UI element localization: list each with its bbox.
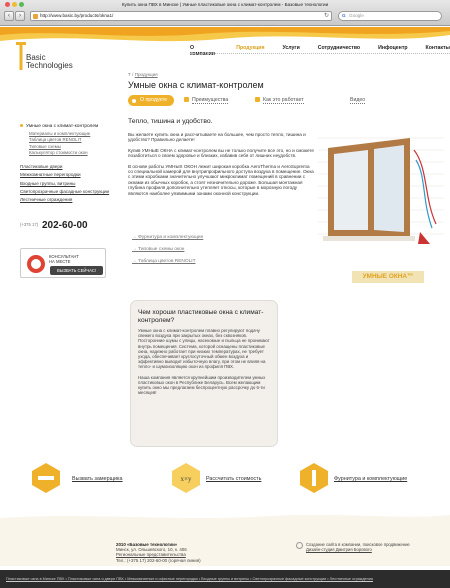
content-paragraph: Купив УМНЫЕ ОКНА с климат-контролем вы не только получите все это, но и сможете позаботиться о своем здоровье и близких, избавив себя от лишних неудобств.: [128, 147, 314, 159]
breadcrumb-home[interactable]: Т: [128, 72, 131, 77]
sidebar-subitem[interactable]: Калькулятор стоимости окон: [29, 149, 88, 155]
footer-developer: [306, 542, 410, 552]
logo-text: [26, 54, 73, 70]
footer-links-bar: [0, 570, 450, 588]
footer-developer-line1: Создание сайта в компании, поисковое продвижение: [306, 542, 410, 547]
nav-buttons: [4, 11, 25, 21]
tab-label: Как это работает: [263, 97, 304, 103]
content-tabs: [128, 95, 446, 107]
feature-label: Фурнитура и комплектующие: [334, 476, 408, 482]
sidebar-subitem[interactable]: Материалы и комплектующие: [29, 131, 91, 136]
reload-icon[interactable]: ↻: [323, 13, 329, 19]
link-schemes[interactable]: → Типовые схемы окон: [132, 247, 203, 252]
phone-number: 202-60-00: [42, 220, 88, 231]
product-badge: УМНЫЕ ОКНА™: [352, 271, 424, 283]
footer-address: Минск, ул. Ольшевского, 10, к. 406: [116, 547, 187, 553]
breadcrumb: Т / Продукция: [128, 72, 158, 77]
back-button[interactable]: ‹: [4, 11, 14, 21]
feature-label: Рассчитать стоимость: [206, 476, 262, 482]
feature-measure[interactable]: [30, 462, 140, 500]
search-field[interactable]: [338, 11, 442, 21]
feature-calc[interactable]: [170, 462, 290, 500]
search-engine-icon: G: [342, 13, 346, 18]
gear-icon: [255, 97, 260, 102]
consultant-banner[interactable]: [20, 248, 106, 278]
tab-about[interactable]: [128, 95, 174, 106]
info-box-paragraph: Умные окна с климат-контролем плавно регулируют подачу свежего воздуха при закрытых окнах, без сквозняков. Посторонние шумы с улицы, насекомые и пыльца не проникают внутрь помещения. Система, которой оснащены пластиковые окна, надежно работает при низких температурах, не требует ухода, обеспечивает круглосуточный обмен воздуха и эффективно выводит избыточную влагу, при этом не влияя на тепло- и шумоизоляцию окон из профиля ПВХ.: [138, 328, 270, 370]
feature-row: [20, 462, 446, 502]
studio-logo-icon: [296, 542, 303, 549]
svg-text:x×y: x×y: [180, 475, 192, 483]
star-icon: [184, 97, 189, 102]
sidebar-subitem[interactable]: Таблица цветов RENOLIT: [29, 137, 82, 143]
consultant-line1: КОНСУЛЬТАНТ: [49, 254, 79, 259]
sidebar-item[interactable]: Светопрозрачные фасадные конструкции: [20, 188, 110, 194]
sidebar-item[interactable]: Межкомнатные перегородки: [20, 172, 81, 178]
search-placeholder: Google: [349, 13, 364, 18]
consultant-text: [49, 254, 79, 264]
logo-line1: Basic: [26, 53, 46, 62]
page-title: Умные окна с климат-контролем: [128, 80, 264, 90]
info-box-title: Чем хороши пластиковые окна с климат-контролем?: [138, 309, 264, 324]
sidebar-item-active[interactable]: Умные окна с климат-контролем: [20, 124, 128, 129]
consultant-line2: НА МЕСТЕ: [49, 259, 71, 265]
sidebar-item[interactable]: Пластиковые двери: [20, 164, 63, 170]
feature-label: Вызвать замерщика: [72, 476, 123, 482]
content-heading: Тепло, тишина и удобство.: [128, 118, 213, 125]
related-links: [132, 235, 203, 271]
logo-mark-icon: [16, 42, 26, 70]
url-text: http://www.basic.by/products/okna1/: [40, 13, 114, 18]
sidebar: [20, 124, 128, 205]
sidebar-subitems: [20, 131, 128, 156]
tab-label: О продукте: [140, 97, 168, 103]
nav-item[interactable]: Продукция: [236, 45, 265, 51]
forward-button[interactable]: ›: [15, 11, 25, 21]
address-bar[interactable]: [30, 11, 332, 21]
content-paragraph: В основе работы УМНЫХ ОКОН лежит широкая коробка AeroTherma и AeroSuprema со специальной камерой для внутрипрофильного доступа воздуха в помещение. Окна с этими коробками значительно улучшают микроклимат помещений в сравнении с окнами из обычных коробок, а стоят незначительно дороже. Большая монтажная глубина профиля дополнительно утепляет откосы, которые в морозную погоду являются наиболее уязвимыми зонами оконной конструкции.: [128, 163, 314, 196]
tab-advantages[interactable]: [184, 95, 228, 106]
smart-window-illustration: [318, 128, 444, 268]
info-box: [130, 300, 278, 447]
nav-item[interactable]: Контакты: [425, 45, 450, 51]
feature-fittings[interactable]: [298, 462, 446, 500]
bullet-icon: [132, 99, 136, 103]
ruler-icon: [30, 462, 62, 494]
sidebar-item[interactable]: Лестничные ограждения: [20, 197, 73, 202]
nav-item[interactable]: Инфоцентр: [378, 45, 408, 51]
browser-chrome: [0, 0, 450, 26]
footer-regions-link[interactable]: Региональные представительства: [116, 552, 186, 558]
tab-label: Видео: [350, 97, 366, 103]
link-colors[interactable]: → Таблица цветов RENOLIT: [132, 259, 203, 264]
sidebar-item[interactable]: Входные группы, витрины: [20, 180, 76, 186]
favicon-icon: [33, 14, 38, 19]
phone-code: (+375 17): [20, 222, 39, 227]
footer-phone: Тел.: (+375 17) 202-60-00 (горячая линия): [116, 557, 201, 563]
logo-line2: Technologies: [26, 61, 73, 70]
main-nav: [190, 45, 450, 57]
footer-links[interactable]: Пластиковые окна в Минске ПВХ • Пластиковые окна и двери ПВХ • Межкомнатные и офисные перегородки • Входные группы и витрины • Светопрозрачные фасадные конструкции • Лестничные ограждения: [6, 577, 373, 581]
lifebuoy-icon: [27, 255, 45, 273]
window-title: Купить окна ПВХ в Минске | Умные пластиковые окна с климат-контролем - Базовые технологии: [121, 2, 329, 7]
nav-item[interactable]: Услуги: [282, 45, 300, 51]
nav-item[interactable]: Сотрудничество: [317, 45, 361, 51]
content-paragraph: Вы желаете купить окна и рассчитываете на большее, чем просто тепло, тишина и удобство? Правильно делаете!: [128, 132, 306, 143]
call-consultant-button[interactable]: ВЫЗВАТЬ СЕЙЧАС!: [50, 266, 103, 275]
breadcrumb-link-products[interactable]: Продукция: [134, 72, 158, 77]
tab-label: Преимущества: [192, 97, 229, 103]
tab-video[interactable]: [350, 95, 365, 106]
footer-company-name: 2010 «Базовые технологии»: [116, 542, 178, 547]
footer-developer-link[interactable]: Дизайн-студия Дмитрия Борового: [306, 547, 372, 553]
sidebar-subitem[interactable]: Типовые схемы: [29, 143, 61, 149]
link-fittings[interactable]: → Фурнитура и комплектующие: [132, 235, 203, 240]
tab-how-it-works[interactable]: [255, 95, 304, 106]
sidebar-items: [20, 164, 128, 203]
handle-icon: [298, 462, 330, 494]
calculator-icon: [170, 462, 202, 494]
info-box-paragraph: Наша компания является крупнейшим производителем умных пластиковых окон в Республике Беларусь. Всем желающим купить окно мы предлагаем беспроцентную рассрочку до 6-ти месяцев!: [138, 374, 266, 396]
footer-company: [116, 542, 201, 563]
content-text: [128, 132, 314, 201]
nav-item[interactable]: О компании: [190, 45, 215, 57]
